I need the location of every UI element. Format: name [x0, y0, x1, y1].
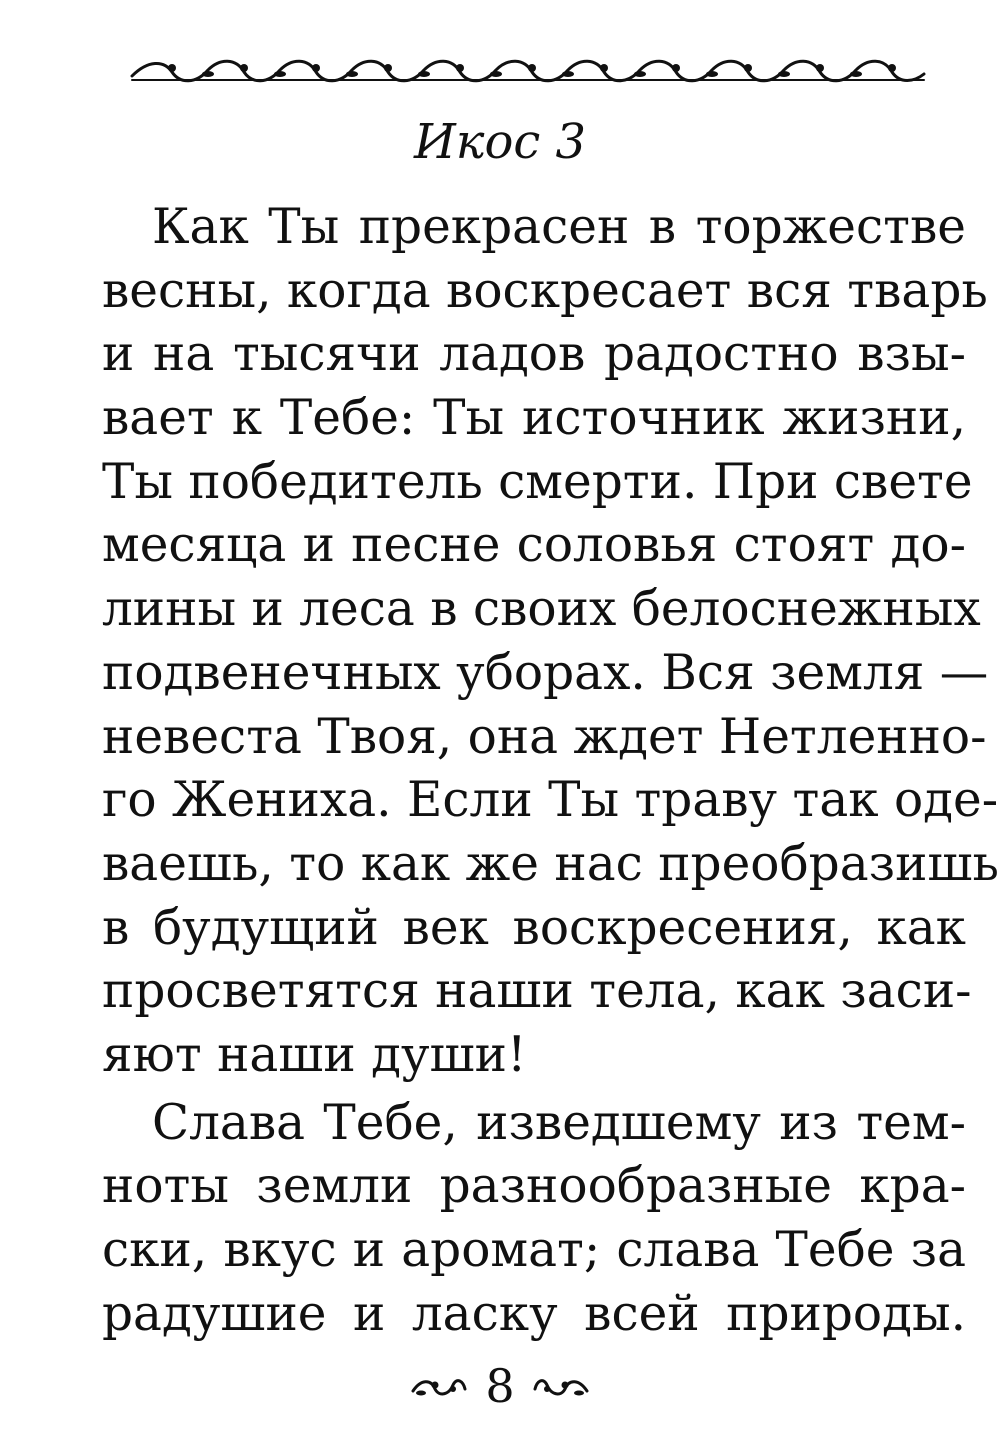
text-line: весны, когда воскресает вся тварь — [102, 262, 988, 319]
text-line: ноты земли разнообразные кра- — [102, 1158, 966, 1215]
text-line: яют наши души! — [102, 1026, 527, 1083]
text-line: лины и леса в своих белоснежных — [102, 581, 981, 638]
page-number: 8 — [485, 1359, 515, 1413]
text-line: подвенечных уборах. Вся земля — — [102, 644, 989, 701]
text-line: Ты победитель смерти. При свете — [102, 453, 973, 510]
body-text — [102, 196, 999, 1346]
text-line: ски, вкус и аромат; слава Тебе за — [102, 1222, 966, 1278]
text-line: вает к Тебе: Ты источник жизни, — [102, 390, 966, 447]
floral-border-ornament-icon — [128, 54, 928, 88]
paragraph-1 — [102, 196, 999, 1088]
text-line: ваешь, то как же нас преобразишь — [102, 835, 999, 892]
text-line: Слава Тебе, изведшему из тем- — [152, 1094, 966, 1151]
floral-flourish-right-icon — [531, 1373, 591, 1399]
text-line: го Жениха. Если Ты траву так оде- — [102, 772, 999, 829]
text-line: Как Ты прекрасен в торжестве — [152, 199, 966, 255]
text-line: в будущий век воскресения, как — [102, 899, 966, 956]
text-line: месяца и песне соловья стоят до- — [102, 517, 966, 574]
page-title: Икос 3 — [413, 114, 587, 170]
text-line: и на тысячи ладов радостно взы- — [102, 326, 966, 383]
paragraph-2 — [102, 1092, 966, 1347]
text-line: радушие и ласку всей природы. — [102, 1285, 966, 1342]
floral-flourish-left-icon — [409, 1373, 469, 1399]
text-line: просветятся наши тела, как заси- — [102, 963, 972, 1020]
footer-inner — [409, 1356, 590, 1416]
page-footer — [0, 1356, 1000, 1416]
text-line: невеста Твоя, она ждет Нетленно- — [102, 708, 987, 765]
